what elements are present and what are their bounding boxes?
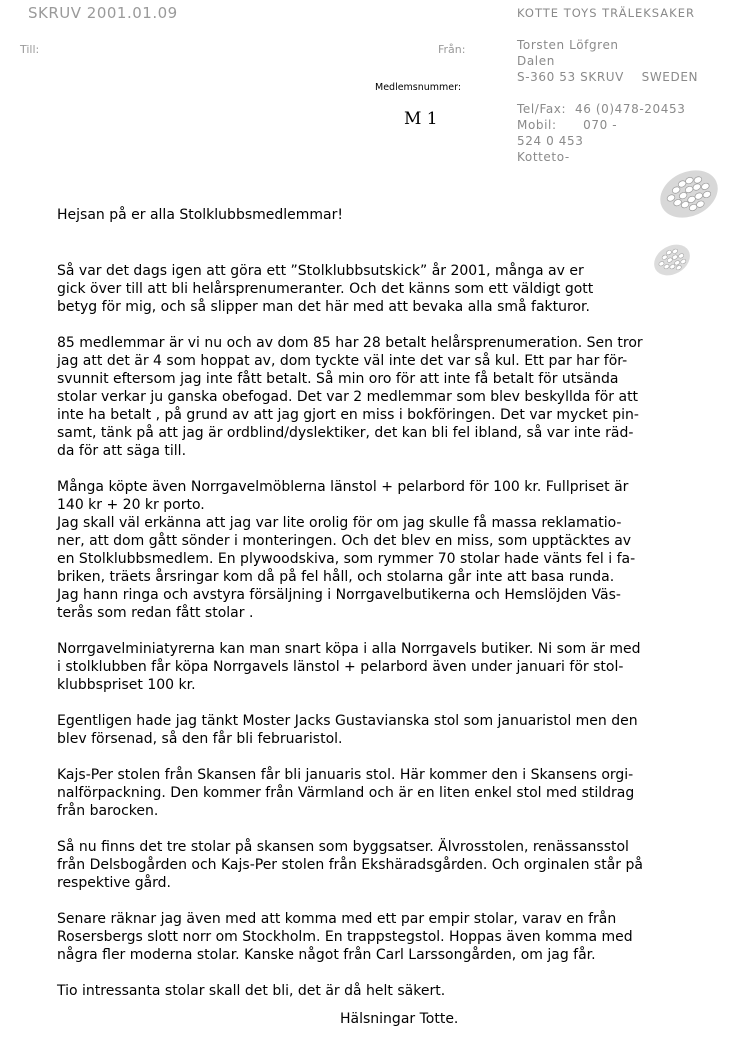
paragraph: Egentligen hade jag tänkt Moster Jacks Gustavianska stol som januaristol men den blev försenad, så den får bli februaristol. <box>57 713 638 747</box>
company-name: KOTTE TOYS TRÄLEKSAKER <box>517 6 695 20</box>
pinecone-icon <box>655 160 723 232</box>
to-label: Till: <box>20 43 40 56</box>
letter-body <box>57 262 697 1018</box>
paragraph: Norrgavelminiatyrerna kan man snart köpa i alla Norrgavels butiker. Ni som är med i stolklubben får köpa Norrgavels länstol + pelarbord även under januari för stol- klubbspriset 100 kr. <box>57 641 641 693</box>
member-number: M 1 <box>404 109 438 129</box>
sender-address <box>517 37 698 85</box>
mobile-line-2: 524 0 453 <box>517 134 584 148</box>
sender-street: Dalen <box>517 54 555 68</box>
paragraph: Så var det dags igen att göra ett ”Stolklubbsutskick” år 2001, många av er gick över till att bli helårsprenumeranter. Och det känns som ett väldigt gott betyg för mig, och så slipper man det här med att bevaka alla små fakturor. <box>57 263 594 315</box>
paragraph: Kajs-Per stolen från Skansen får bli januaris stol. Här kommer den i Skansens orgi- nalförpackning. Den kommer från Värmland och är en liten enkel stol med stildrag från barocken. <box>57 767 635 819</box>
web-address: Kotteto- <box>517 150 570 164</box>
from-label: Från: <box>438 43 466 56</box>
member-number-label: Medlemsnummer: <box>375 82 462 93</box>
paragraph: Så nu finns det tre stolar på skansen som byggsatser. Älvrosstolen, renässansstol från Delsbogården och Kajs-Per stolen från Ekshäradsgården. Och orginalen står på respektive gård. <box>57 839 643 891</box>
place-date: SKRUV 2001.01.09 <box>28 4 178 22</box>
closing-signature: Hälsningar Totte. <box>340 1011 459 1027</box>
contact-info <box>517 101 685 165</box>
greeting: Hejsan på er alla Stolklubbsmedlemmar! <box>57 207 343 223</box>
paragraph: Många köpte även Norrgavelmöblerna länstol + pelarbord för 100 kr. Fullpriset är 140 kr + 20 kr porto. Jag skall väl erkänna att jag var lite orolig för om jag skulle få massa reklamatio- ner, att dom gått sönder i monteringen. Och det blev en miss, som upptäcktes av en Stolklubbsmedlem. En plywoodskiva, som rymmer 70 stolar hade vänts fel i fa- briken, träets årsringar kom då på fel håll, och stolarna går inte att basa runda. Jag hann ringa och avstyra försäljning i Norrgavelbutikerna och Hemslöjden Väs- terås som redan fått stolar . <box>57 479 636 621</box>
sender-name: Torsten Löfgren <box>517 38 619 52</box>
paragraph: Senare räknar jag även med att komma med ett par empir stolar, varav en från Rosersbergs slott norr om Stockholm. En trappstegstol. Hoppas även komma med några fler moderna stolar. Kanske något från Carl Larssongården, om jag får. <box>57 911 633 963</box>
paragraph: 85 medlemmar är vi nu och av dom 85 har 28 betalt helårsprenumeration. Sen tror jag att det är 4 som hoppat av, dom tyckte väl inte det var så kul. Ett par har för- svunnit eftersom jag inte fått betalt. Så min oro för att inte få betalt för utsända stolar verkar ju ganska obefogad. Det var 2 medlemmar som blev beskyllda för att inte ha betalt , på grund av att jag gjort en miss i bokföringen. Det var mycket pin- samt, tänk på att jag är ordblind/dyslektiker, det kan bli fel ibland, så var inte räd- da för att säga till. <box>57 335 643 459</box>
sender-city: S-360 53 SKRUV SWEDEN <box>517 70 699 84</box>
paragraph: Tio intressanta stolar skall det bli, det är då helt säkert. <box>57 983 446 999</box>
mobile-line-1: Mobil: 070 - <box>517 118 618 132</box>
telfax: Tel/Fax: 46 (0)478-20453 <box>517 102 686 116</box>
